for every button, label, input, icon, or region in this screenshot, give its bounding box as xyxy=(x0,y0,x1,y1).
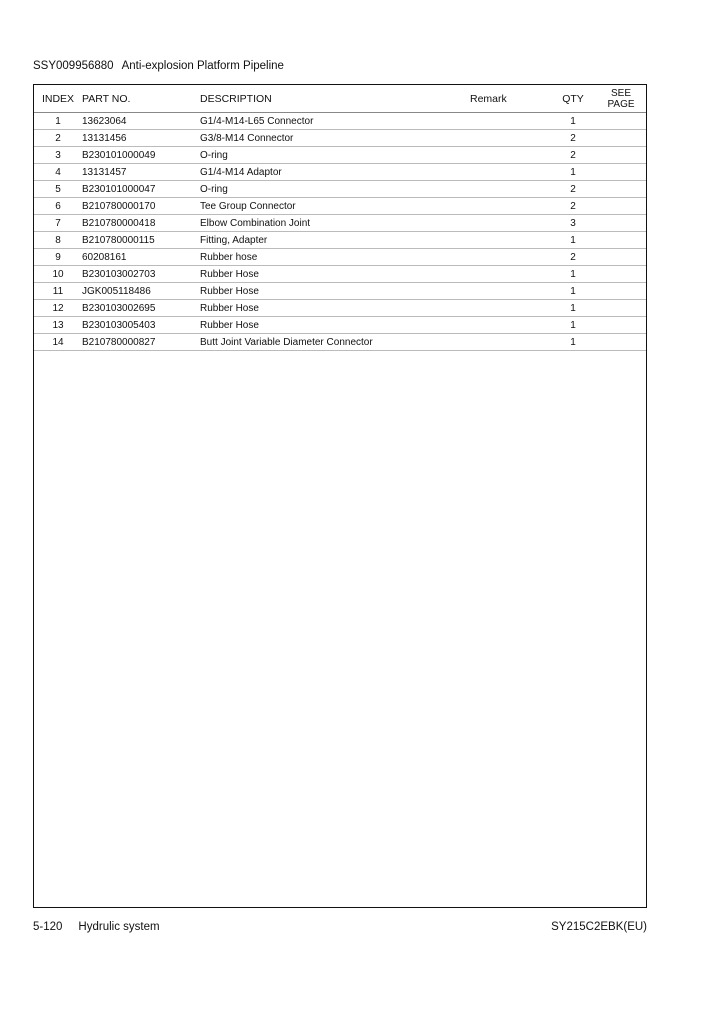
cell-part-no: B210780000170 xyxy=(82,198,200,215)
cell-description: Rubber Hose xyxy=(200,300,470,317)
cell-remark xyxy=(470,334,550,351)
cell-description: Elbow Combination Joint xyxy=(200,215,470,232)
cell-part-no: B210780000418 xyxy=(82,215,200,232)
cell-index: 14 xyxy=(34,334,82,351)
cell-part-no: 60208161 xyxy=(82,249,200,266)
column-header-part-no: PART NO. xyxy=(82,85,200,113)
cell-qty: 3 xyxy=(550,215,596,232)
cell-index: 4 xyxy=(34,164,82,181)
column-header-qty: QTY xyxy=(550,85,596,113)
cell-see-page xyxy=(596,249,646,266)
cell-index: 10 xyxy=(34,266,82,283)
cell-description: Rubber Hose xyxy=(200,266,470,283)
cell-part-no: B230103002703 xyxy=(82,266,200,283)
cell-part-no: 13131456 xyxy=(82,130,200,147)
table-row xyxy=(34,198,646,215)
cell-see-page xyxy=(596,181,646,198)
column-header-description: DESCRIPTION xyxy=(200,85,470,113)
cell-description: Rubber Hose xyxy=(200,317,470,334)
table-row xyxy=(34,164,646,181)
cell-part-no: B230103005403 xyxy=(82,317,200,334)
parts-table xyxy=(34,85,646,351)
see-page-line-2: PAGE xyxy=(607,98,635,110)
cell-description: O-ring xyxy=(200,181,470,198)
document-code: SSY009956880 xyxy=(33,60,114,72)
cell-see-page xyxy=(596,198,646,215)
cell-see-page xyxy=(596,266,646,283)
cell-remark xyxy=(470,300,550,317)
cell-see-page xyxy=(596,130,646,147)
cell-remark xyxy=(470,181,550,198)
cell-remark xyxy=(470,266,550,283)
cell-remark xyxy=(470,249,550,266)
cell-qty: 1 xyxy=(550,317,596,334)
cell-index: 7 xyxy=(34,215,82,232)
cell-description: Rubber Hose xyxy=(200,283,470,300)
table-row xyxy=(34,113,646,130)
document-name: Anti-explosion Platform Pipeline xyxy=(121,60,284,72)
cell-description: Tee Group Connector xyxy=(200,198,470,215)
table-row xyxy=(34,215,646,232)
cell-qty: 1 xyxy=(550,113,596,130)
page-number: 5-120 xyxy=(33,921,63,933)
cell-part-no: B210780000115 xyxy=(82,232,200,249)
cell-index: 6 xyxy=(34,198,82,215)
cell-see-page xyxy=(596,300,646,317)
cell-remark xyxy=(470,164,550,181)
cell-see-page xyxy=(596,164,646,181)
cell-description: G3/8-M14 Connector xyxy=(200,130,470,147)
cell-remark xyxy=(470,215,550,232)
cell-part-no: B230103002695 xyxy=(82,300,200,317)
cell-description: O-ring xyxy=(200,147,470,164)
table-row xyxy=(34,266,646,283)
cell-description: G1/4-M14-L65 Connector xyxy=(200,113,470,130)
cell-part-no: B210780000827 xyxy=(82,334,200,351)
cell-index: 9 xyxy=(34,249,82,266)
cell-qty: 1 xyxy=(550,283,596,300)
cell-remark xyxy=(470,130,550,147)
cell-see-page xyxy=(596,317,646,334)
cell-see-page xyxy=(596,283,646,300)
cell-qty: 2 xyxy=(550,181,596,198)
cell-qty: 2 xyxy=(550,198,596,215)
cell-remark xyxy=(470,147,550,164)
cell-index: 1 xyxy=(34,113,82,130)
cell-qty: 1 xyxy=(550,164,596,181)
parts-table-body xyxy=(34,113,646,351)
table-row xyxy=(34,130,646,147)
table-row xyxy=(34,147,646,164)
cell-see-page xyxy=(596,232,646,249)
table-row xyxy=(34,232,646,249)
page-footer-left xyxy=(33,921,160,933)
cell-index: 8 xyxy=(34,232,82,249)
cell-index: 2 xyxy=(34,130,82,147)
cell-qty: 1 xyxy=(550,334,596,351)
cell-remark xyxy=(470,232,550,249)
parts-list-frame xyxy=(33,84,647,908)
cell-index: 11 xyxy=(34,283,82,300)
document-title xyxy=(33,60,284,72)
cell-description: Rubber hose xyxy=(200,249,470,266)
table-header-row xyxy=(34,85,646,113)
cell-remark xyxy=(470,198,550,215)
cell-part-no: B230101000049 xyxy=(82,147,200,164)
cell-see-page xyxy=(596,113,646,130)
cell-part-no: B230101000047 xyxy=(82,181,200,198)
cell-qty: 1 xyxy=(550,266,596,283)
table-row xyxy=(34,317,646,334)
model-code: SY215C2EBK(EU) xyxy=(551,921,647,933)
cell-see-page xyxy=(596,334,646,351)
table-row xyxy=(34,334,646,351)
table-row xyxy=(34,300,646,317)
cell-qty: 2 xyxy=(550,147,596,164)
column-header-remark: Remark xyxy=(470,85,550,113)
cell-description: G1/4-M14 Adaptor xyxy=(200,164,470,181)
cell-qty: 2 xyxy=(550,130,596,147)
cell-part-no: 13131457 xyxy=(82,164,200,181)
cell-description: Butt Joint Variable Diameter Connector xyxy=(200,334,470,351)
cell-description: Fitting, Adapter xyxy=(200,232,470,249)
column-header-index: INDEX xyxy=(34,85,82,113)
cell-index: 3 xyxy=(34,147,82,164)
cell-index: 12 xyxy=(34,300,82,317)
table-row xyxy=(34,181,646,198)
table-row xyxy=(34,249,646,266)
cell-index: 5 xyxy=(34,181,82,198)
cell-part-no: 13623064 xyxy=(82,113,200,130)
cell-qty: 2 xyxy=(550,249,596,266)
cell-see-page xyxy=(596,215,646,232)
cell-qty: 1 xyxy=(550,232,596,249)
cell-qty: 1 xyxy=(550,300,596,317)
cell-part-no: JGK005118486 xyxy=(82,283,200,300)
cell-index: 13 xyxy=(34,317,82,334)
cell-remark xyxy=(470,317,550,334)
cell-remark xyxy=(470,113,550,130)
see-page-line-1: SEE xyxy=(610,87,631,99)
cell-see-page xyxy=(596,147,646,164)
section-name: Hydrulic system xyxy=(78,921,160,933)
column-header-see-page xyxy=(596,85,646,113)
table-row xyxy=(34,283,646,300)
cell-remark xyxy=(470,283,550,300)
